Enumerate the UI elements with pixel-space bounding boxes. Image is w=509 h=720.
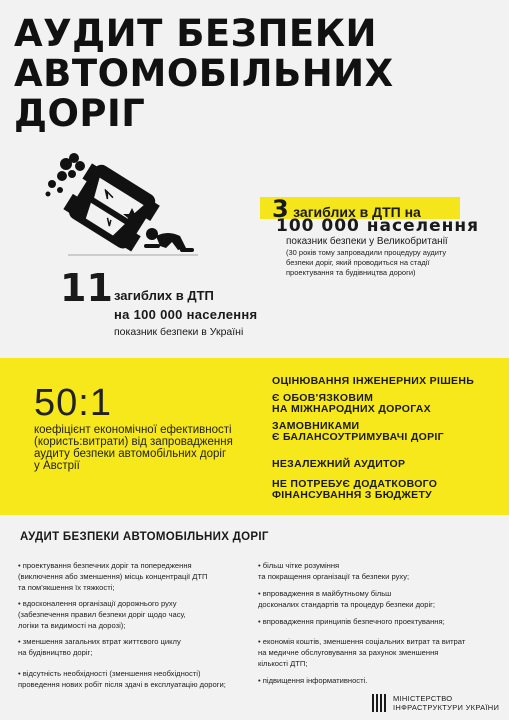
benefit-item-right-3: • впровадження принципів безпечного проектування; [258,617,445,626]
feature-item: НЕ ПОТРЕБУЄ ДОДАТКОВОГО [272,478,438,490]
feature-item: ОЦІНЮВАННЯ ІНЖЕНЕРНИХ РІШЕНЬ [272,375,475,387]
ratio-description: коефіцієнт економічної ефективності (користь:витрати) від запровадження аудиту безпеки автомобільних доріг у Австрії [34,424,233,472]
ministry-logo [372,694,502,714]
page-title [14,14,394,134]
feature-item: Є БАЛАНСОУТРИМУВАЧІ ДОРІГ [272,431,444,443]
benefit-item-left-4: • відсутність необхідності (зменшення необхідності) проведення нових робіт після здачі в експлуатацію дороги; [18,669,226,689]
ua-deaths-text: загиблих в ДТП [114,288,214,303]
uk-death-number: 3 [272,195,289,223]
benefit-item-right-1: • більш чітке розуміння та покращення організації та безпеки руху; [258,561,410,581]
ministry-emblem-icon [372,694,388,712]
feature-item: ФІНАНСУВАННЯ З БЮДЖЕТУ [272,489,433,501]
feature-item: Є ОБОВ'ЯЗКОВИМ [272,392,374,404]
title-line-2: АВТОМОБІЛЬНИХ [14,52,394,95]
uk-per-population: 100 000 населення [276,216,480,236]
feature-item: ЗАМОВНИКАМИ [272,420,360,432]
benefit-item-right-4: • економія коштів, зменшення соціальних витрат та витрат на медичне обслуговування за рахунок зменшення кількості ДТП; [258,637,466,668]
benefits-title: АУДИТ БЕЗПЕКИ АВТОМОБІЛЬНИХ ДОРІГ [20,531,269,543]
benefit-item-left-3: • зменшення загальних втрат життєвого циклу на будівництво доріг; [18,637,181,657]
car-crash-illustration [40,150,210,260]
uk-note: (30 років тому запровадили процедуру аудиту безпеки доріг, який проводиться на стадії проектування та будівництва дороги) [286,248,447,277]
ua-death-number: 11 [60,266,113,310]
feature-item: НЕЗАЛЕЖНИЙ АУДИТОР [272,458,406,470]
title-line-3: ДОРІГ [14,92,146,135]
title-line-1: АУДИТ БЕЗПЕКИ [14,12,377,55]
ua-per-population: на 100 000 населення [114,307,258,322]
ministry-name: МІНІСТЕРСТВО ІНФРАСТРУКТУРИ УКРАЇНИ [393,694,500,712]
benefit-item-left-2: • вдосконалення організації дорожнього руху (забезпечення правил безпеки доріг щодо часу, логіки та видимості на дорозі); [18,599,186,630]
uk-deaths-text: загиблих в ДТП на [293,204,421,220]
benefit-item-left-1: • проектування безпечних доріг та попередження (виключення або зменшення) місць концентрації ДТП та пом'якшення їх тяжкості; [18,561,208,592]
feature-item: НА МІЖНАРОДНИХ ДОРОГАХ [272,403,431,415]
benefit-item-right-2: • впровадження в майбутньому більш досконалих стандартів та процедур безпеки доріг; [258,589,436,609]
ua-label: показник безпеки в Україні [114,326,244,338]
benefit-item-right-5: • підвищення інформативності. [258,676,368,685]
uk-label: показник безпеки у Великобританії [286,236,448,247]
efficiency-ratio: 50:1 [34,382,112,424]
